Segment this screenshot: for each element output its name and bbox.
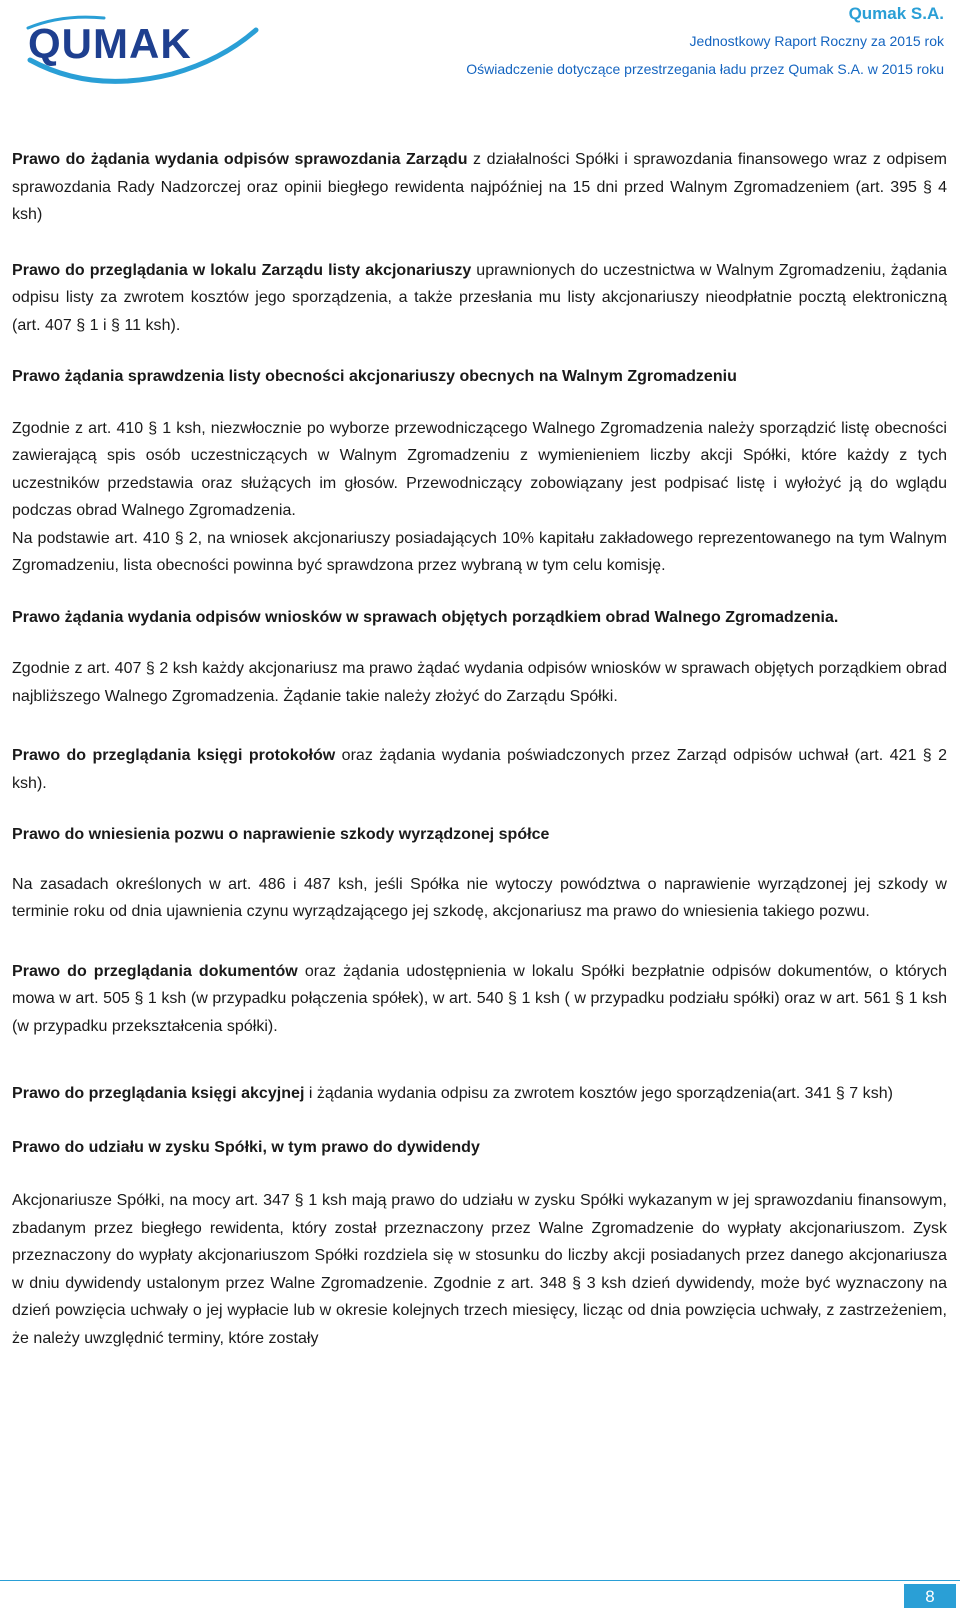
section-inline-text: z działalności Spółki i sprawozdania finansowego wraz z odpisem sprawozdania Rady Nadzorczej oraz opinii biegłego rewidenta najpóźniej na 15 dni przed Walnym Zgromadzeniem (art. 395 § 4 ksh) [12,151,947,223]
header-company: Qumak S.A. [848,4,944,23]
section-heading-motions [12,604,947,632]
section-heading-attendance [12,363,947,391]
section-body-paragraph: Zgodnie z art. 410 § 1 ksh, niezwłocznie po wyborze przewodniczącego Walnego Zgromadzenia należy sporządzić listę obecności zawierającą spis osób uczestniczących w Walnym Zgromadzeniu z wymienieniem liczby akcji Spółki, które każdy z tych uczestników przedstawia oraz służących im głosów. Przewodniczący zobowiązany jest podpisać listę i wyłożyć ją do wglądu podczas obrad Walnego Zgromadzenia. [12,419,947,519]
section-heading-lawsuit [12,821,947,849]
section-body-paragraph: Zgodnie z art. 407 § 2 ksh każdy akcjonariusz ma prawo żądać wydania odpisów wniosków w sprawach objętych porządkiem obrad najbliższego Walnego Zgromadzenia. Żądanie takie należy złożyć do Zarządu Spółki. [12,660,947,705]
qumak-logo [22,10,262,88]
section-minutes-book [12,742,947,797]
section-body-paragraph: Na zasadach określonych w art. 486 i 487 ksh, jeśli Spółka nie wytoczy powództwa o naprawienie wyrządzonej jej szkody w terminie roku od dnia ujawnienia czynu wyrządzającego jej szkodę, akcjonariusz ma prawo do wniesienia takiego pozwu. [12,875,947,920]
page-number: 8 [904,1584,956,1608]
logo-wordmark: QUMAK [28,20,192,67]
header-report-title: Jednostkowy Raport Roczny za 2015 rok [689,33,944,49]
section-inline-text: oraz żądania wydania poświadczonych przez Zarząd odpisów uchwał (art. 421 § 2 ksh). [12,747,948,792]
section-body-paragraph: Akcjonariusze Spółki, na mocy art. 347 § 1 ksh mają prawo do udziału w zysku Spółki wykazanym w jej sprawozdaniu finansowym, zbadanym przez biegłego rewidenta, który został przeznaczony przez Walne Zgromadzenie do wypłaty akcjonariuszom. Zysk przeznaczony do wypłaty akcjonariuszom Spółki rozdziela się w stosunku do liczby akcji posiadanych przez danego akcjonariusza w dniu dywidendy ustalonym przez Walne Zgromadzenie. Zgodnie z art. 348 § 3 ksh dzień dywidendy, może być wyznaczony na dzień powzięcia uchwały o jej wypłacie lub w okresie kolejnych trzech miesięcy, licząc od dnia powzięcia uchwały, z zastrzeżeniem, że należy uwzględnić terminy, które zostały [12,1192,947,1347]
section-heading: Prawo do przeglądania księgi protokołów [12,747,336,764]
section-share-register [12,1080,947,1108]
section-heading: Prawo żądania wydania odpisów wniosków w sprawach objętych porządkiem obrad Walnego Zgromadzenia. [12,608,839,626]
section-heading: Prawo do żądania wydania odpisów sprawozdania Zarządu [12,151,468,168]
section-heading-dividend [12,1134,947,1162]
header-statement: Oświadczenie dotyczące przestrzegania ładu przez Qumak S.A. w 2015 roku [466,61,944,77]
section-heading: Prawo żądania sprawdzenia listy obecności akcjonariuszy obecnych na Walnym Zgromadzeniu [12,368,737,385]
document-body [12,146,947,1352]
section-heading: Prawo do przeglądania księgi akcyjnej [12,1085,305,1102]
section-inline-text: uprawnionych do uczestnictwa w Walnym Zgromadzeniu, żądania odpisu listy za zwrotem kosztów jego sporządzenia, a także przesłania mu listy akcjonariuszy nieodpłatnie pocztą elektroniczną (art. 407 § 1 i § 11 ksh). [12,261,947,334]
section-heading: Prawo do przeglądania dokumentów [12,962,298,980]
section-heading: Prawo do udziału w zysku Spółki, w tym prawo do dywidendy [12,1138,480,1156]
section-documents-request [12,146,947,229]
page-header [0,0,960,100]
section-documents-review [12,958,947,1041]
section-heading: Prawo do wniesienia pozwu o naprawienie szkody wyrządzonej spółce [12,826,550,843]
section-shareholder-list [12,257,947,340]
section-inline-text: oraz żądania udostępnienia w lokalu Spółki bezpłatnie odpisów dokumentów, o których mowa w art. 505 § 1 ksh (w przypadku połączenia spółek), w art. 540 § 1 ksh ( w przypadku podziału spółki) oraz w art. 561 § 1 ksh (w przypadku przekształcenia spółki). [12,962,947,1035]
section-heading: Prawo do przeglądania w lokalu Zarządu listy akcjonariuszy [12,261,472,279]
footer-divider [0,1580,960,1581]
section-inline-text: i żądania wydania odpisu za zwrotem kosztów jego sporządzenia(art. 341 § 7 ksh) [304,1085,893,1102]
header-info [466,2,944,80]
section-body-paragraph: Na podstawie art. 410 § 2, na wniosek akcjonariuszy posiadających 10% kapitału zakładowego reprezentowanego na tym Walnym Zgromadzeniu, lista obecności powinna być sprawdzona przez wybraną w tym celu komisję. [12,529,947,574]
